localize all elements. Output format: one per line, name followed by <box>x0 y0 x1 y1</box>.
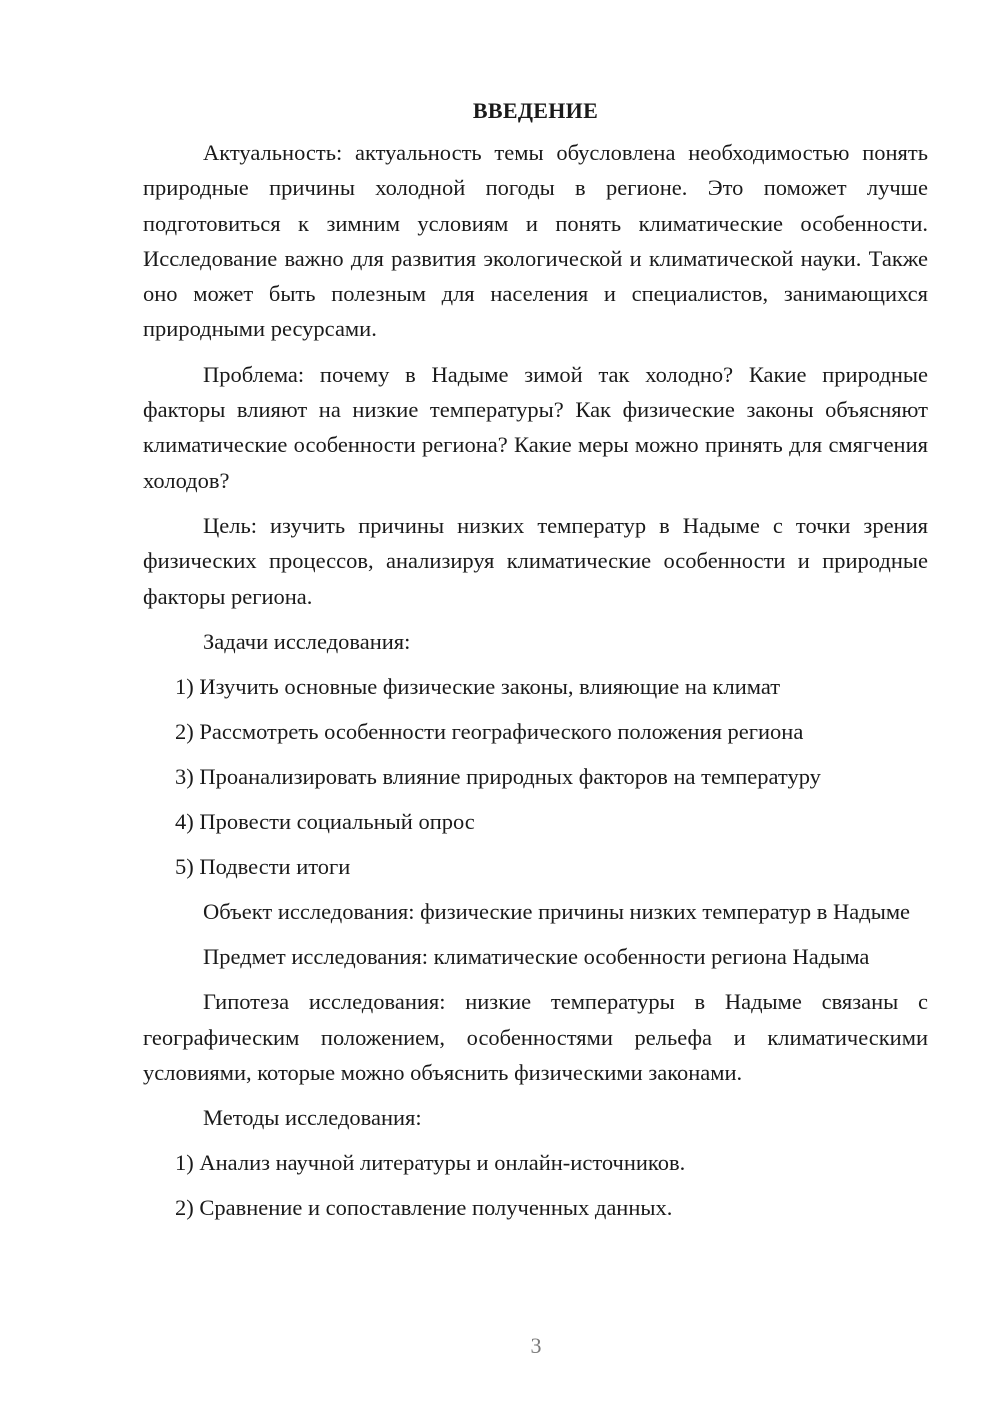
hypothesis-paragraph: Гипотеза исследования: низкие температуры в Надыме связаны с географическим положением, особенностями рельефа и климатическими условиями, которые можно объяснить физическими законами. <box>143 989 928 1086</box>
page-number: 3 <box>530 1333 542 1358</box>
object-paragraph: Объект исследования: физические причины низких температур в Надыме <box>203 898 911 924</box>
relevance-paragraph: Актуальность: актуальность темы обусловлена необходимостью понять природные причины холодной погоды в регионе. Это поможет лучше подготовиться к зимним условиям и понять климатические особенности. Исследование важно для развития экологической и климатической науки. Также оно может быть полезным для населения и специалистов, занимающихся природными ресурсами. <box>143 140 928 342</box>
list-item: 2) Сравнение и сопоставление полученных данных. <box>175 1195 673 1221</box>
tasks-list <box>143 669 928 884</box>
problem-paragraph: Проблема: почему в Надыме зимой так холодно? Какие природные факторы влияют на низкие температуры? Как физические законы объясняют климатические особенности региона? Какие меры можно принять для смягчения холодов? <box>143 361 928 493</box>
list-item: 4) Провести социальный опрос <box>175 808 475 834</box>
subject-paragraph: Предмет исследования: климатические особенности региона Надыма <box>203 944 870 970</box>
list-item: 3) Проанализировать влияние природных факторов на температуру <box>175 763 821 789</box>
list-item: 1) Изучить основные физические законы, влияющие на климат <box>175 673 781 699</box>
document-page <box>143 95 928 1235</box>
methods-list <box>143 1145 928 1225</box>
list-item: 5) Подвести итоги <box>175 853 351 879</box>
goal-paragraph: Цель: изучить причины низких температур в Надыме с точки зрения физических процессов, анализируя климатические особенности и природные факторы региона. <box>143 512 928 609</box>
page-title: ВВЕДЕНИЕ <box>472 98 599 123</box>
methods-label: Методы исследования: <box>203 1105 422 1131</box>
tasks-label: Задачи исследования: <box>203 628 411 654</box>
list-item: 2) Рассмотреть особенности географического положения региона <box>175 718 804 744</box>
list-item: 1) Анализ научной литературы и онлайн-источников. <box>175 1150 686 1176</box>
